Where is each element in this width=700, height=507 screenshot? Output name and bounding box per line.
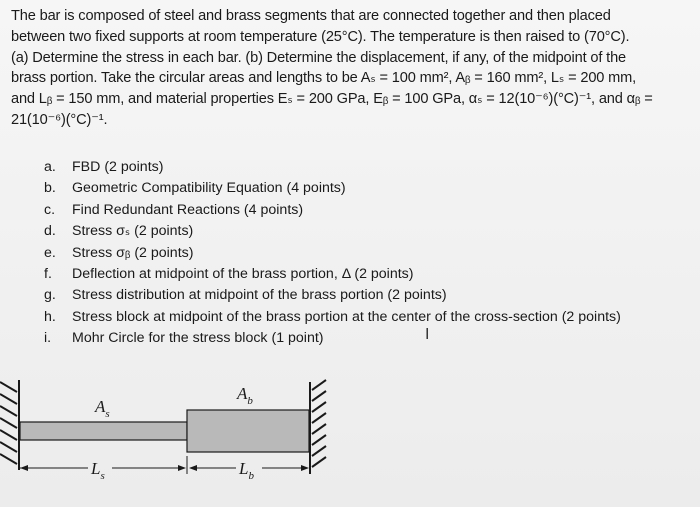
list-marker: e. bbox=[44, 244, 56, 261]
steel-area-label: $A_s$ bbox=[95, 397, 110, 420]
list-item bbox=[44, 285, 621, 306]
list-item bbox=[44, 264, 621, 285]
list-item bbox=[44, 178, 621, 199]
brass-area-label: $A_b$ bbox=[237, 384, 253, 407]
problem-line: and Lᵦ = 150 mm, and material properties Eₛ = 200 GPa, Eᵦ = 100 GPa, αₛ = 12(10⁻⁶)(°C)⁻¹, and αᵦ = bbox=[11, 91, 653, 108]
right-support bbox=[310, 380, 326, 474]
list-text: Mohr Circle for the stress block (1 point) bbox=[72, 330, 324, 347]
problem-line: between two fixed supports at room temperature (25°C). The temperature is then raised to (70°C). bbox=[11, 28, 630, 45]
problem-line: brass portion. Take the circular areas and lengths to be Aₛ = 100 mm², Aᵦ = 160 mm², Lₛ = 200 mm, bbox=[11, 70, 637, 87]
list-text: Stress block at midpoint of the brass portion at the center of the cross-section (2 points) bbox=[72, 308, 621, 325]
list-text: Stress σₛ (2 points) bbox=[72, 223, 194, 240]
list-text: Geometric Compatibility Equation (4 points) bbox=[72, 180, 346, 197]
list-item bbox=[44, 243, 621, 264]
list-item bbox=[44, 200, 621, 221]
steel-segment bbox=[20, 422, 187, 440]
list-text: Deflection at midpoint of the brass portion, Δ (2 points) bbox=[72, 266, 414, 283]
list-marker: c. bbox=[44, 201, 56, 218]
problem-line: (a) Determine the stress in each bar. (b) Determine the displacement, if any, of the midpoint of the bbox=[11, 49, 626, 66]
list-text: Stress distribution at midpoint of the brass portion (2 points) bbox=[72, 287, 447, 304]
problem-statement bbox=[11, 6, 697, 131]
list-text: FBD (2 points) bbox=[72, 159, 164, 175]
list-item bbox=[44, 328, 621, 349]
steel-length-label: $L_s$ bbox=[91, 459, 105, 482]
list-text: Stress σᵦ (2 points) bbox=[72, 244, 194, 261]
list-marker: h. bbox=[44, 308, 56, 325]
list-marker: d. bbox=[44, 223, 56, 240]
brass-length-label: $L_b$ bbox=[239, 459, 254, 482]
list-text: Find Redundant Reactions (4 points) bbox=[72, 201, 304, 218]
list-marker: f. bbox=[44, 266, 52, 283]
problem-line: 21(10⁻⁶)(°C)⁻¹. bbox=[11, 111, 108, 128]
list-marker: g. bbox=[44, 287, 56, 304]
text-cursor-icon: I bbox=[425, 326, 430, 343]
list-marker: b. bbox=[44, 180, 56, 197]
list-item bbox=[44, 307, 621, 328]
list-marker: a. bbox=[44, 159, 56, 175]
list-marker: i. bbox=[44, 330, 52, 347]
brass-length-dimension bbox=[189, 459, 309, 482]
brass-segment bbox=[187, 410, 309, 452]
bar-diagram bbox=[0, 370, 700, 507]
steel-length-dimension bbox=[20, 456, 187, 482]
task-list bbox=[44, 157, 621, 350]
list-item bbox=[44, 221, 621, 242]
left-support bbox=[0, 380, 19, 470]
list-item bbox=[44, 157, 621, 178]
problem-line: The bar is composed of steel and brass segments that are connected together and then placed bbox=[11, 8, 611, 24]
